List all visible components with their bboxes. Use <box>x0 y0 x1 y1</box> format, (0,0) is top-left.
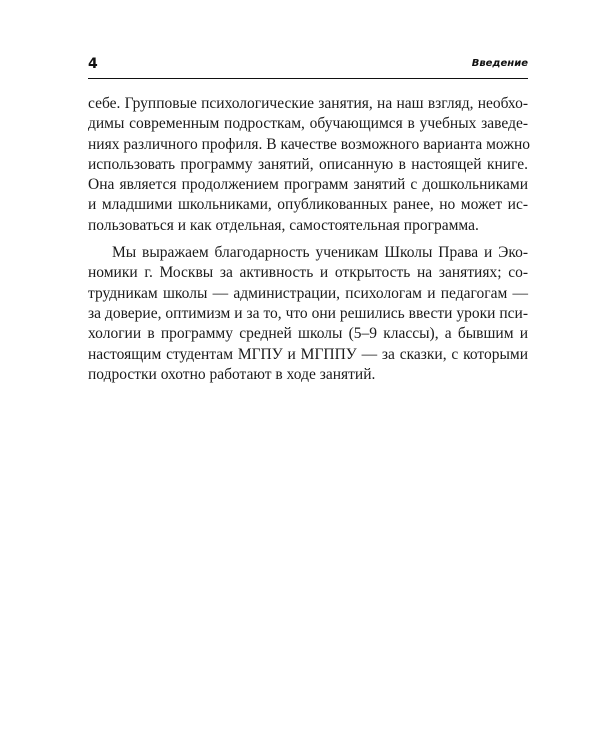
page-number: 4 <box>88 56 98 72</box>
paragraph-gap <box>88 236 528 243</box>
page-header <box>88 54 528 79</box>
text-line: димы современным подросткам, обучающимся в учебных заведе- <box>88 115 528 133</box>
body-text <box>88 94 531 385</box>
running-title: Введение <box>471 58 528 69</box>
paragraph <box>88 94 531 236</box>
text-line: Она является продолжением программ занятий с дошкольниками <box>88 176 528 194</box>
text-line: и младшими школьниками, опубликованных ранее, но может ис- <box>88 196 528 214</box>
paragraph <box>88 243 528 385</box>
text-line: пользоваться и как отдельная, самостоятельная программа. <box>88 216 479 234</box>
text-line: себе. Групповые психологические занятия, на наш взгляд, необхо- <box>88 95 528 112</box>
text-line: номики г. Москвы за активность и открытость на занятиях; со- <box>88 264 528 282</box>
text-line: трудникам школы — администрации, психологам и педагогам — <box>88 284 528 302</box>
text-line: подростки охотно работают в ходе занятий. <box>88 365 376 383</box>
text-line: использовать программу занятий, описанную в настоящей книге. <box>88 155 528 173</box>
text-line: настоящим студентам МГПУ и МГППУ — за сказки, с которыми <box>88 345 528 363</box>
text-line: Мы выражаем благодарность ученикам Школы Права и Эко- <box>112 244 528 262</box>
text-line: за доверие, оптимизм и за то, что они решились ввести уроки пси- <box>88 304 528 322</box>
text-line: хологии в программу средней школы (5–9 классы), а бывшим и <box>88 325 528 343</box>
text-line: ниях различного профиля. В качестве возможного варианта можно <box>88 135 531 153</box>
